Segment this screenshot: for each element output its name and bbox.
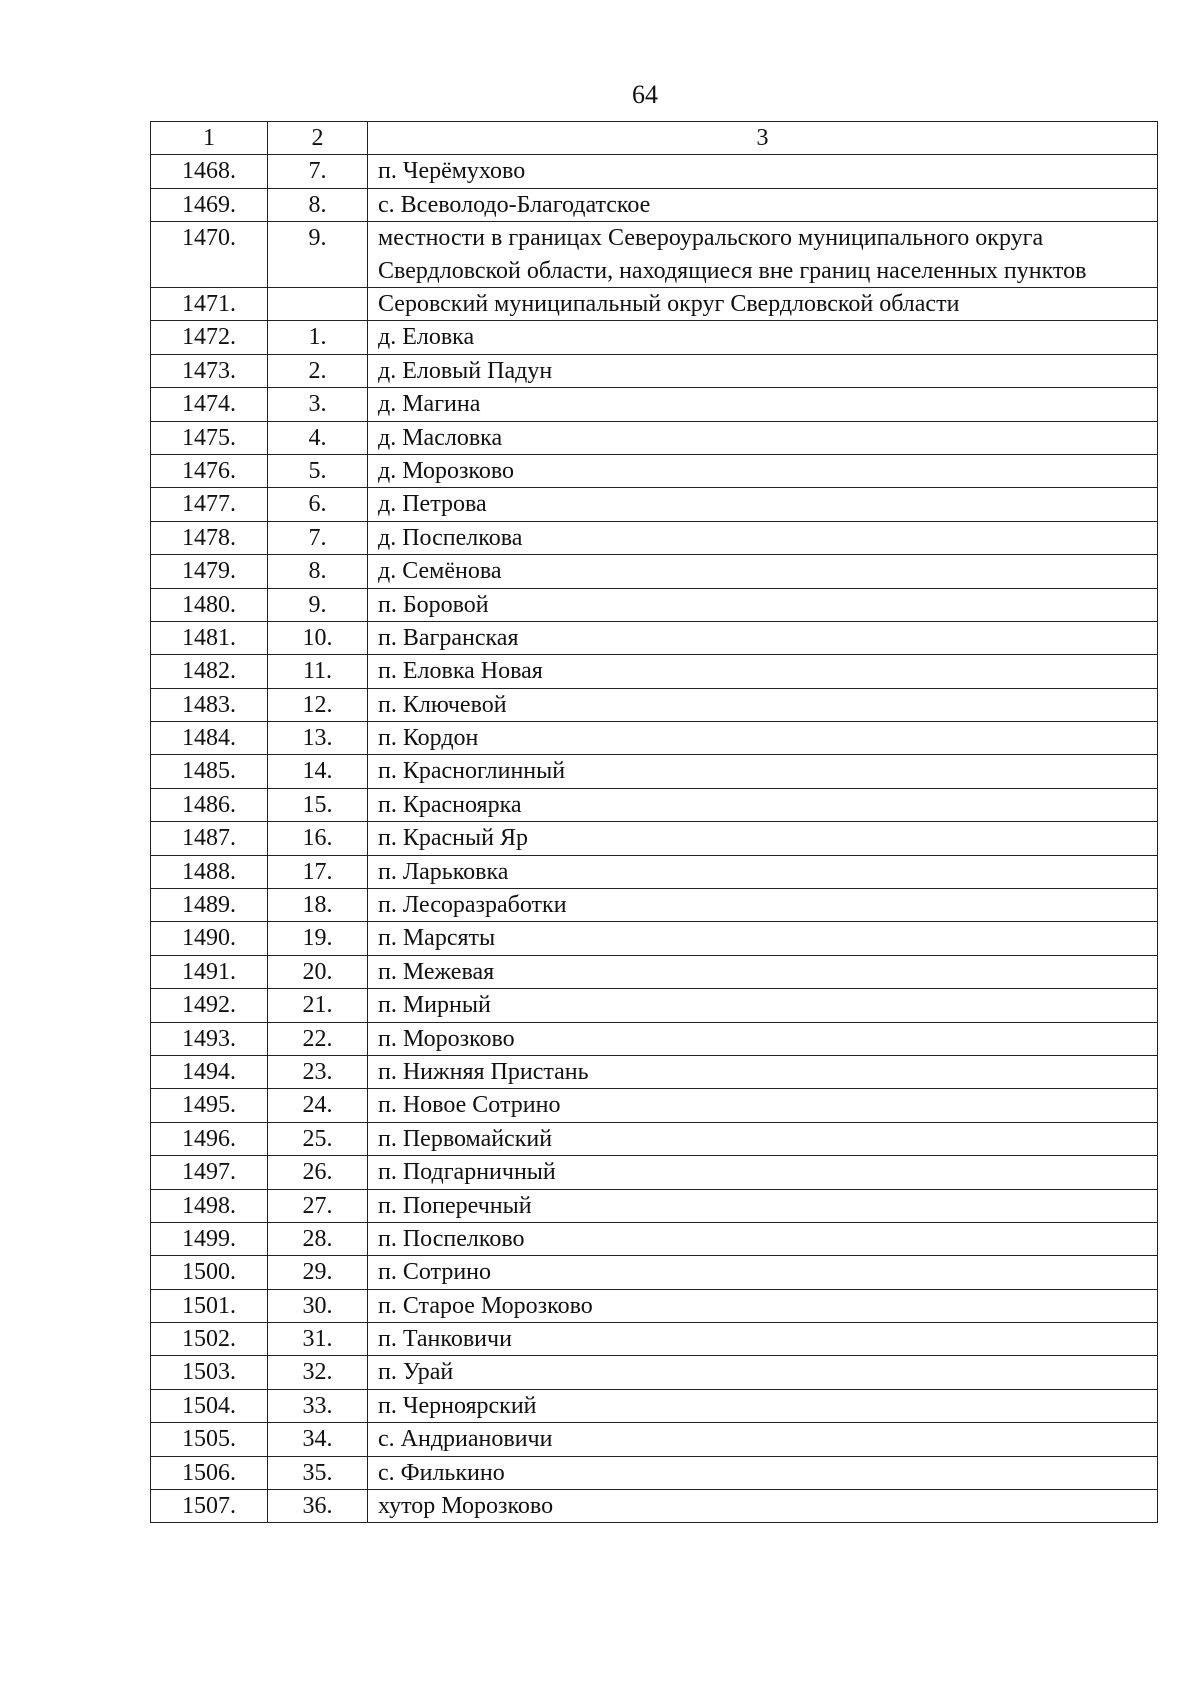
- sub-number-cell: 19.: [268, 922, 368, 955]
- settlement-name-cell: п. Красноглинный: [368, 755, 1158, 788]
- table-row: [151, 1323, 1158, 1356]
- settlement-name-cell: местности в границах Североуральского муниципального округа Свердловской области, находящиеся вне границ населенных пунктов: [368, 222, 1158, 288]
- table-row: [151, 1222, 1158, 1255]
- table-row: [151, 155, 1158, 188]
- table-row: [151, 1389, 1158, 1422]
- sub-number-cell: 7.: [268, 521, 368, 554]
- row-number-cell: 1498.: [151, 1189, 268, 1222]
- settlement-name-cell: с. Андриановичи: [368, 1423, 1158, 1456]
- sub-number-cell: 4.: [268, 421, 368, 454]
- table-row: [151, 889, 1158, 922]
- sub-number-cell: 22.: [268, 1022, 368, 1055]
- settlement-name-cell: д. Морозково: [368, 454, 1158, 487]
- table-header-row: [151, 122, 1158, 155]
- sub-number-cell: 30.: [268, 1289, 368, 1322]
- row-number-cell: 1470.: [151, 222, 268, 288]
- table-row: [151, 1156, 1158, 1189]
- sub-number-cell: 24.: [268, 1089, 368, 1122]
- settlement-name-cell: д. Еловый Падун: [368, 354, 1158, 387]
- sub-number-cell: 9.: [268, 222, 368, 288]
- settlement-name-cell: п. Старое Морозково: [368, 1289, 1158, 1322]
- table-row: [151, 1189, 1158, 1222]
- table-body: [151, 122, 1158, 1523]
- table-row: [151, 321, 1158, 354]
- sub-number-cell: 29.: [268, 1256, 368, 1289]
- table-row: [151, 688, 1158, 721]
- table-row: [151, 454, 1158, 487]
- settlement-name-cell: п. Межевая: [368, 955, 1158, 988]
- row-number-cell: 1474.: [151, 388, 268, 421]
- row-number-cell: 1505.: [151, 1423, 268, 1456]
- row-number-cell: 1487.: [151, 822, 268, 855]
- settlement-name-cell: п. Еловка Новая: [368, 655, 1158, 688]
- sub-number-cell: 10.: [268, 621, 368, 654]
- sub-number-cell: 36.: [268, 1490, 368, 1523]
- table-row: [151, 1122, 1158, 1155]
- settlement-name-cell: п. Красноярка: [368, 788, 1158, 821]
- settlement-name-cell: д. Петрова: [368, 488, 1158, 521]
- settlement-name-cell: д. Семёнова: [368, 555, 1158, 588]
- table-row: [151, 388, 1158, 421]
- table-row: [151, 788, 1158, 821]
- settlement-name-cell: п. Подгарничный: [368, 1156, 1158, 1189]
- header-col-3: 3: [368, 122, 1158, 155]
- sub-number-cell: 20.: [268, 955, 368, 988]
- settlement-name-cell: п. Урай: [368, 1356, 1158, 1389]
- settlement-name-cell: п. Ключевой: [368, 688, 1158, 721]
- settlement-name-cell: п. Морозково: [368, 1022, 1158, 1055]
- row-number-cell: 1507.: [151, 1490, 268, 1523]
- table-row: [151, 1356, 1158, 1389]
- row-number-cell: 1490.: [151, 922, 268, 955]
- row-number-cell: 1494.: [151, 1055, 268, 1088]
- table-row: [151, 955, 1158, 988]
- table-row: [151, 1089, 1158, 1122]
- table-row: [151, 421, 1158, 454]
- table-row: [151, 287, 1158, 320]
- table-row: [151, 922, 1158, 955]
- sub-number-cell: 2.: [268, 354, 368, 387]
- sub-number-cell: 8.: [268, 555, 368, 588]
- table-row: [151, 822, 1158, 855]
- table-row: [151, 855, 1158, 888]
- sub-number-cell: 25.: [268, 1122, 368, 1155]
- table-row: [151, 1423, 1158, 1456]
- table-row: [151, 555, 1158, 588]
- row-number-cell: 1506.: [151, 1456, 268, 1489]
- sub-number-cell: 9.: [268, 588, 368, 621]
- settlement-name-cell: п. Вагранская: [368, 621, 1158, 654]
- settlement-name-cell: хутор Морозково: [368, 1490, 1158, 1523]
- row-number-cell: 1479.: [151, 555, 268, 588]
- sub-number-cell: 8.: [268, 188, 368, 221]
- sub-number-cell: 5.: [268, 454, 368, 487]
- table-row: [151, 621, 1158, 654]
- row-number-cell: 1473.: [151, 354, 268, 387]
- settlement-name-cell: п. Нижняя Пристань: [368, 1055, 1158, 1088]
- sub-number-cell: 6.: [268, 488, 368, 521]
- sub-number-cell: 31.: [268, 1323, 368, 1356]
- row-number-cell: 1488.: [151, 855, 268, 888]
- table-row: [151, 588, 1158, 621]
- row-number-cell: 1485.: [151, 755, 268, 788]
- sub-number-cell: 3.: [268, 388, 368, 421]
- table-row: [151, 1456, 1158, 1489]
- table-row: [151, 722, 1158, 755]
- row-number-cell: 1482.: [151, 655, 268, 688]
- sub-number-cell: 32.: [268, 1356, 368, 1389]
- row-number-cell: 1500.: [151, 1256, 268, 1289]
- table-row: [151, 488, 1158, 521]
- row-number-cell: 1478.: [151, 521, 268, 554]
- settlement-name-cell: п. Красный Яр: [368, 822, 1158, 855]
- settlement-name-cell: д. Поспелкова: [368, 521, 1158, 554]
- settlement-name-cell: п. Мирный: [368, 989, 1158, 1022]
- row-number-cell: 1493.: [151, 1022, 268, 1055]
- row-number-cell: 1502.: [151, 1323, 268, 1356]
- sub-number-cell: 27.: [268, 1189, 368, 1222]
- page-number: 64: [632, 80, 658, 109]
- settlements-table: [150, 121, 1158, 1523]
- row-number-cell: 1484.: [151, 722, 268, 755]
- settlement-name-cell: п. Боровой: [368, 588, 1158, 621]
- sub-number-cell: 35.: [268, 1456, 368, 1489]
- table-row: [151, 188, 1158, 221]
- row-number-cell: 1486.: [151, 788, 268, 821]
- table-row: [151, 354, 1158, 387]
- row-number-cell: 1491.: [151, 955, 268, 988]
- sub-number-cell: 21.: [268, 989, 368, 1022]
- settlement-name-cell: п. Марсяты: [368, 922, 1158, 955]
- table-row: [151, 1022, 1158, 1055]
- table-row: [151, 1490, 1158, 1523]
- settlement-name-cell: п. Танковичи: [368, 1323, 1158, 1356]
- settlement-name-cell: п. Поперечный: [368, 1189, 1158, 1222]
- row-number-cell: 1475.: [151, 421, 268, 454]
- table-row: [151, 521, 1158, 554]
- row-number-cell: 1476.: [151, 454, 268, 487]
- row-number-cell: 1477.: [151, 488, 268, 521]
- settlement-name-cell: п. Поспелково: [368, 1222, 1158, 1255]
- sub-number-cell: 23.: [268, 1055, 368, 1088]
- sub-number-cell: 17.: [268, 855, 368, 888]
- settlement-name-cell: п. Кордон: [368, 722, 1158, 755]
- row-number-cell: 1469.: [151, 188, 268, 221]
- settlement-name-cell: п. Лесоразработки: [368, 889, 1158, 922]
- row-number-cell: 1501.: [151, 1289, 268, 1322]
- sub-number-cell: 33.: [268, 1389, 368, 1422]
- sub-number-cell: 28.: [268, 1222, 368, 1255]
- settlement-name-cell: д. Еловка: [368, 321, 1158, 354]
- row-number-cell: 1492.: [151, 989, 268, 1022]
- sub-number-cell: 11.: [268, 655, 368, 688]
- settlement-name-cell: д. Магина: [368, 388, 1158, 421]
- row-number-cell: 1503.: [151, 1356, 268, 1389]
- row-number-cell: 1481.: [151, 621, 268, 654]
- sub-number-cell: [268, 287, 368, 320]
- row-number-cell: 1489.: [151, 889, 268, 922]
- sub-number-cell: 1.: [268, 321, 368, 354]
- header-col-2: 2: [268, 122, 368, 155]
- settlement-name-cell: п. Новое Сотрино: [368, 1089, 1158, 1122]
- row-number-cell: 1495.: [151, 1089, 268, 1122]
- sub-number-cell: 34.: [268, 1423, 368, 1456]
- header-col-1: 1: [151, 122, 268, 155]
- table-row: [151, 1289, 1158, 1322]
- row-number-cell: 1504.: [151, 1389, 268, 1422]
- row-number-cell: 1496.: [151, 1122, 268, 1155]
- row-number-cell: 1483.: [151, 688, 268, 721]
- table-row: [151, 1256, 1158, 1289]
- table-row: [151, 655, 1158, 688]
- table-row: [151, 1055, 1158, 1088]
- settlement-name-cell: с. Всеволодо-Благодатское: [368, 188, 1158, 221]
- sub-number-cell: 15.: [268, 788, 368, 821]
- settlement-name-cell: п. Черёмухово: [368, 155, 1158, 188]
- sub-number-cell: 7.: [268, 155, 368, 188]
- sub-number-cell: 13.: [268, 722, 368, 755]
- sub-number-cell: 12.: [268, 688, 368, 721]
- settlement-name-cell: п. Сотрино: [368, 1256, 1158, 1289]
- settlement-name-cell: п. Первомайский: [368, 1122, 1158, 1155]
- settlement-name-cell: Серовский муниципальный округ Свердловской области: [368, 287, 1158, 320]
- row-number-cell: 1480.: [151, 588, 268, 621]
- row-number-cell: 1471.: [151, 287, 268, 320]
- row-number-cell: 1468.: [151, 155, 268, 188]
- sub-number-cell: 26.: [268, 1156, 368, 1189]
- settlement-name-cell: с. Филькино: [368, 1456, 1158, 1489]
- settlement-name-cell: п. Черноярский: [368, 1389, 1158, 1422]
- row-number-cell: 1499.: [151, 1222, 268, 1255]
- table-row: [151, 989, 1158, 1022]
- sub-number-cell: 14.: [268, 755, 368, 788]
- sub-number-cell: 18.: [268, 889, 368, 922]
- table-row: [151, 755, 1158, 788]
- settlement-name-cell: п. Ларьковка: [368, 855, 1158, 888]
- table-row: [151, 222, 1158, 288]
- settlement-name-cell: д. Масловка: [368, 421, 1158, 454]
- row-number-cell: 1497.: [151, 1156, 268, 1189]
- sub-number-cell: 16.: [268, 822, 368, 855]
- row-number-cell: 1472.: [151, 321, 268, 354]
